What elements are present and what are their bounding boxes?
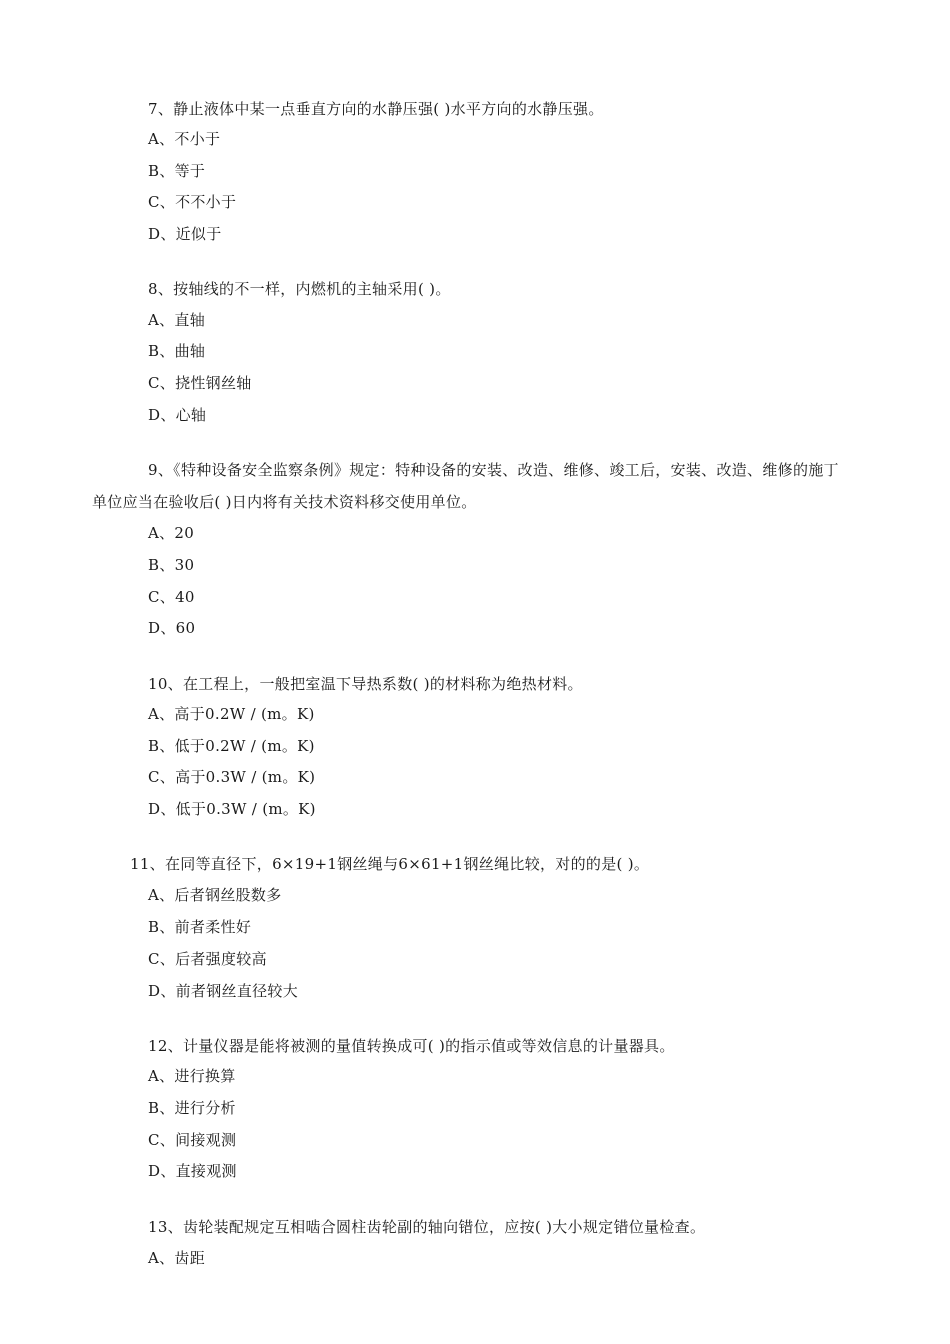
question-stem: 7、静止液体中某一点垂直方向的水静压强( )水平方向的水静压强。 bbox=[148, 100, 604, 118]
option-a: A、不小于 bbox=[148, 130, 221, 148]
option-c: C、挠性钢丝轴 bbox=[148, 374, 252, 392]
option-a: A、后者钢丝股数多 bbox=[148, 886, 282, 904]
question-stem: 11、在同等直径下，6×19+1钢丝绳与6×61+1钢丝绳比较，对的的是( )。 bbox=[130, 855, 650, 873]
option-d: D、60 bbox=[148, 619, 196, 637]
question-stem: 12、计量仪器是能将被测的量值转换成可( )的指示值或等效信息的计量器具。 bbox=[148, 1037, 675, 1055]
option-b: B、等于 bbox=[148, 162, 206, 180]
option-d: D、心轴 bbox=[148, 406, 207, 424]
option-b: B、曲轴 bbox=[148, 342, 206, 360]
option-d: D、低于0.3W / (m。K) bbox=[148, 800, 316, 818]
question-stem: 10、在工程上，一般把室温下导热系数( )的材料称为绝热材料。 bbox=[148, 675, 583, 693]
question-stem: 8、按轴线的不一样，内燃机的主轴采用( )。 bbox=[148, 280, 451, 298]
option-a: A、高于0.2W / (m。K) bbox=[148, 705, 315, 723]
option-b: B、30 bbox=[148, 556, 195, 574]
option-a: A、直轴 bbox=[148, 311, 206, 329]
option-d: D、前者钢丝直径较大 bbox=[148, 982, 299, 1000]
option-a: A、齿距 bbox=[148, 1249, 206, 1267]
option-a: A、进行换算 bbox=[148, 1067, 236, 1085]
option-c: C、40 bbox=[148, 588, 195, 606]
option-c: C、高于0.3W / (m。K) bbox=[148, 768, 316, 786]
option-c: C、间接观测 bbox=[148, 1131, 237, 1149]
option-d: D、近似于 bbox=[148, 225, 222, 243]
option-b: B、低于0.2W / (m。K) bbox=[148, 737, 315, 755]
option-c: C、不不小于 bbox=[148, 193, 237, 211]
option-d: D、直接观测 bbox=[148, 1162, 237, 1180]
option-b: B、进行分析 bbox=[148, 1099, 236, 1117]
question-stem: 13、齿轮装配规定互相啮合圆柱齿轮副的轴向错位，应按( )大小规定错位量检查。 bbox=[148, 1218, 706, 1236]
option-b: B、前者柔性好 bbox=[148, 918, 252, 936]
option-a: A、20 bbox=[148, 524, 195, 542]
question-stem: 9、《特种设备安全监察条例》规定：特种设备的安装、改造、维修、竣工后，安装、改造、维修的施丁单位应当在验收后( )日内将有关技术资料移交使用单位。 bbox=[92, 461, 839, 511]
option-c: C、后者强度较高 bbox=[148, 950, 267, 968]
